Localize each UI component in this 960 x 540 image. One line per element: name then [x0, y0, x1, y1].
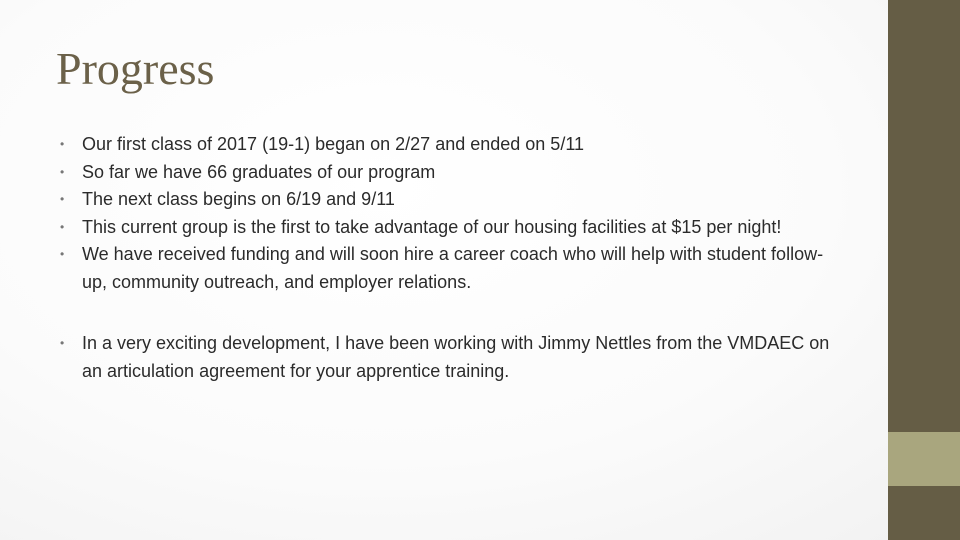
bullet-list	[56, 131, 836, 385]
bullet-icon: •	[60, 336, 65, 350]
bullet-text: We have received funding and will soon hire a career coach who will help with student follow-up, community outreach, and employer relations.	[82, 244, 824, 292]
bullet-item	[56, 131, 836, 159]
bullet-text: In a very exciting development, I have been working with Jimmy Nettles from the VMDAEC on an articulation agreement for your apprentice training.	[82, 333, 830, 381]
slide-title: Progress	[56, 43, 215, 94]
bullet-icon: •	[60, 247, 65, 261]
bullet-item	[56, 214, 836, 242]
bullet-item	[56, 241, 836, 296]
bullet-icon: •	[60, 219, 65, 234]
bullet-text: This current group is the first to take advantage of our housing facilities at $15 per night!	[82, 216, 782, 237]
bullet-text: Our first class of 2017 (19-1) began on 2/27 and ended on 5/11	[82, 134, 585, 154]
bullet-text: The next class begins on 6/19 and 9/11	[82, 189, 395, 209]
bullet-icon: •	[60, 137, 65, 151]
bullet-item	[56, 159, 836, 187]
bullet-item	[56, 186, 836, 214]
bullet-icon: •	[60, 164, 65, 179]
bullet-text: So far we have 66 graduates of our program	[82, 161, 436, 182]
bullet-item	[56, 330, 836, 385]
accent-bar-light	[888, 432, 960, 486]
bullet-icon: •	[60, 192, 65, 206]
